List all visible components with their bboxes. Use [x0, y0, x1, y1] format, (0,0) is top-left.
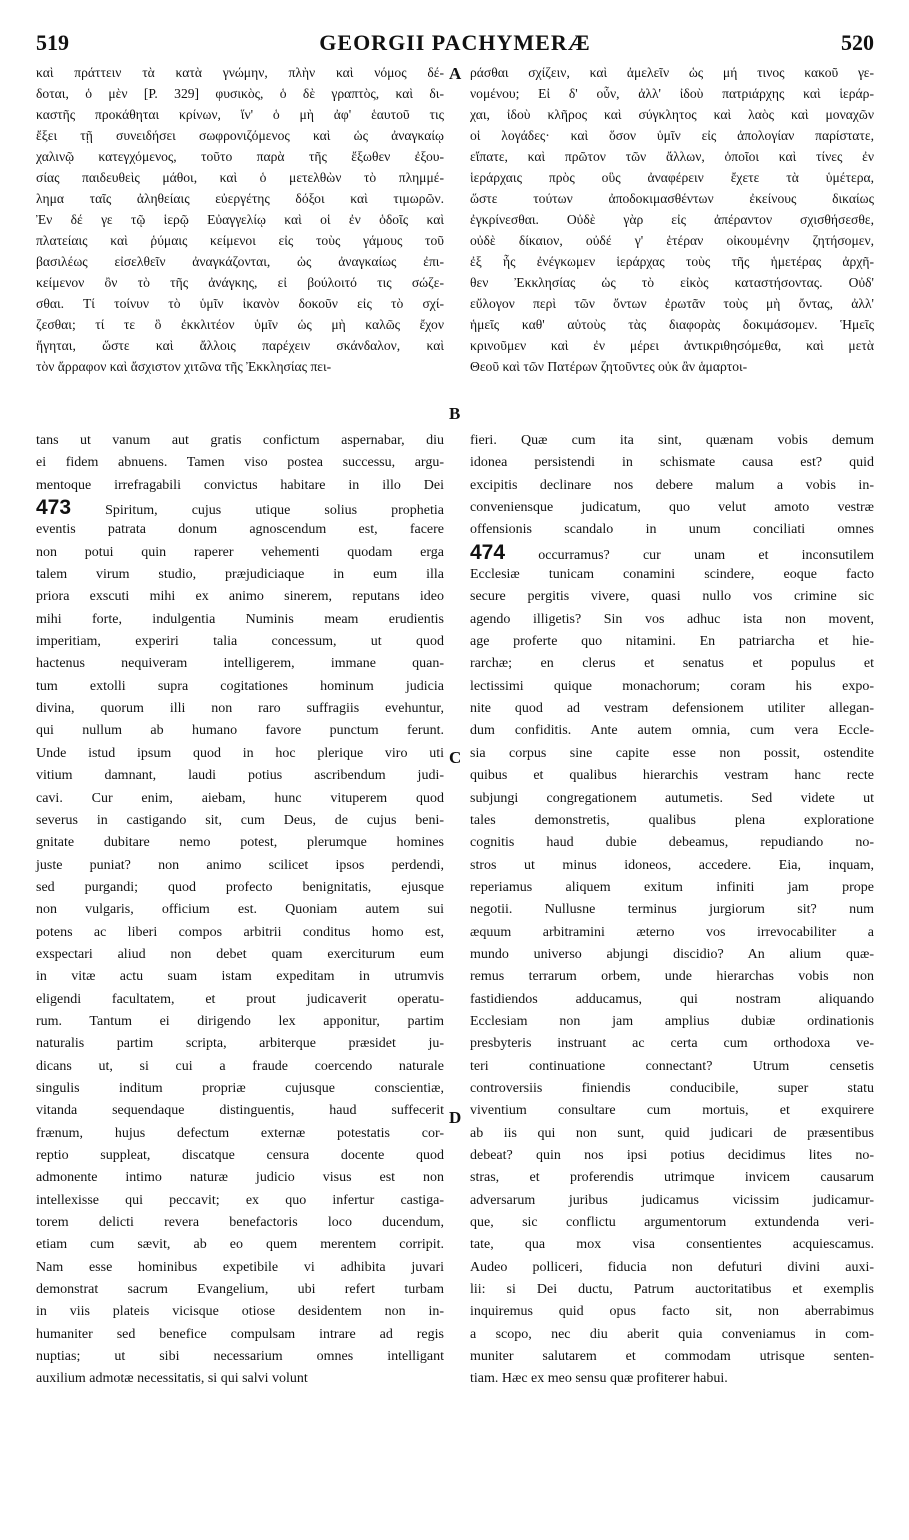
latin-text-line: debeat? quin nos ipsi potius decidimus lites no- — [470, 1148, 874, 1163]
running-title: GEORGII PACHYMERÆ — [319, 30, 591, 55]
latin-text-line: admonente intimo naturæ judicio visus est non — [36, 1170, 444, 1186]
latin-text-line — [470, 542, 874, 564]
latin-text-line: demonstrat sacrum Evangelium, ubi refert turbam — [36, 1282, 444, 1298]
greek-text-left-column — [36, 62, 444, 377]
latin-text-line: muniter salutarem et commodam utrisque senten- — [470, 1349, 874, 1365]
latin-text-line: imperitiam, experiri talia concessum, ut quod — [36, 634, 444, 650]
latin-text-line: Ecclesiam non jam amplius dubiæ ordinationis — [470, 1013, 874, 1029]
greek-text-line: καστῆς προκάθηται κρίνων, ἵν' ὁ μὴ ἀφ' ἑαυτοῦ τις — [36, 107, 444, 122]
latin-text-line: presbyteris instruant ac certa cum orthodoxa ve- — [470, 1036, 874, 1052]
latin-text-line: viventium consultare cum mortuis, et exquirere — [470, 1103, 874, 1119]
latin-text-line: age proferte quo nitamini. En patriarcha et hie- — [470, 634, 874, 650]
latin-text-line: intellexisse qui peccavit; ex quo infertur castiga- — [36, 1192, 444, 1208]
latin-text-line: reperiamus aliquem exitum infiniti jam prope — [470, 879, 874, 895]
latin-text-line: sed purgandi; quod profecto benignitatis, ejusque — [36, 879, 444, 895]
latin-text-left-column — [36, 430, 444, 1391]
latin-text-line: rum. Tantum ei dirigendo lex apponitur, partim — [36, 1013, 444, 1029]
page-number-right: 520 — [841, 30, 874, 55]
latin-text-line: ab iis qui non sunt, quid judicari de præsentibus — [470, 1125, 874, 1141]
latin-text-line: agendo illigetis? Sin vos adhuc ista non movent, — [470, 611, 874, 627]
greek-text-line: εὔλογον περὶ τῶν ὄντων ἐρωτᾶν τοὺς μὴ ὄντας, ἀλλ' — [470, 296, 874, 311]
latin-text-line: eventis patrata donum agnoscendum est, facere — [36, 522, 444, 538]
greek-text-line: ἡμεῖς καθ' αὑτοὺς τὰς διαφορὰς δοκιμάσομεν. Ἡμεῖς — [470, 317, 874, 332]
latin-text-line: teri continuatione connectant? Utrum censetis — [470, 1058, 874, 1074]
latin-text-line: exspectari aliud non debet quam exerciturum eum — [36, 946, 444, 962]
latin-text-line: æquum arbitramini æterno vos irrevocabiliter a — [470, 924, 874, 940]
greek-text-line: δοται, ὁ μὲν [P. 329] φυσικὸς, ὁ δὲ γραπτὸς, καὶ δι- — [36, 86, 444, 101]
margin-letter-a: A — [449, 64, 462, 83]
latin-text-line: a scopo, nec diu aberit quia conveniamus in com- — [470, 1326, 874, 1342]
greek-text-line: θεν Ἐκκλησίας ὡς τὸ εἰκὸς καταστήσοντας. Οὐδ' — [470, 275, 874, 290]
latin-text-line: non potui quin raperer vehementi quodam erga — [36, 544, 444, 560]
latin-text-line: singulis inditum propriæ cujusque conscientiæ, — [36, 1080, 444, 1096]
latin-text-line: qui nullum ab humano favore punctum ferunt. — [36, 723, 444, 739]
latin-text-line: torem delicti revera benefactoris loco ducendum, — [36, 1215, 444, 1231]
latin-text-line: stras, et proferendis utrimque invicem causarum — [470, 1170, 874, 1186]
latin-text-line: tales demonstretis, qualibus plena exploratione — [470, 812, 874, 828]
latin-text-line: priora exscuti mihi ex animo sinerem, reputans ideo — [36, 589, 444, 605]
latin-text-line: tate, qua mox visa consentientes acquiescamus. — [470, 1237, 874, 1253]
margin-letter-d: D — [449, 1108, 462, 1127]
greek-text-right-column — [470, 62, 874, 377]
latin-text-line: vitanda sequendaque distinguentis, haud suffecerit — [36, 1103, 444, 1119]
greek-text-line: Ἐν δέ γε τῷ ἱερῷ Εὐαγγελίῳ καὶ οἱ ἐν ὁδοῖς καὶ — [36, 212, 444, 227]
latin-text-line: in viis plateis vicisque otiose desidentem non in- — [36, 1304, 444, 1320]
latin-text-line: mihi forte, indulgentia Numinis meam erudientis — [36, 611, 444, 627]
latin-text-line: lii: si Dei ductu, Patrum auctoritatibus et exemplis — [470, 1282, 874, 1298]
latin-text-line: rarchæ; en clerus et senatus et populus et — [470, 656, 874, 672]
greek-text-line: ἱεράρχαις πρὸς οὓς ἀναφέρειν ἔχετε τὰ ὑμέτερα, — [470, 170, 874, 185]
latin-text-line: inquiremus quid opus facto sit, non aberrabimus — [470, 1304, 874, 1320]
column-number: 473 — [36, 496, 72, 520]
greek-text-line: χαλινῷ κατεγχόμενος, τοῦτο παρὰ τῆς ἔξωθεν ἐξου- — [36, 149, 444, 164]
greek-text-line: ἔξει τῇ συνειδήσει σωφρονιζόμενος καὶ ὡς ἀναγκαίῳ — [36, 128, 444, 143]
latin-text-line: ei fidem abnuens. Tamen viso postea successu, argu- — [36, 455, 444, 471]
latin-text-line: juste puniat? non animo scilicet ipsos perdendi, — [36, 857, 444, 873]
greek-text-line: χαι, ἰδοὺ κλῆρος καὶ σύγκλητος καὶ λαὸς καὶ μοναχῶν — [470, 107, 874, 122]
latin-text-line: quibus et qualibus hierarchis vestram hanc recte — [470, 768, 874, 784]
latin-text-line-text: occurramus? cur unam et inconsutilem — [538, 547, 874, 563]
latin-text-line: fastidiendos adducamus, qui nostram aliquando — [470, 991, 874, 1007]
latin-text-line: excipitis declinare nos debere malum a vobis in- — [470, 477, 874, 493]
latin-text-line: nuptias; ut sibi necessarium omnes intelligant — [36, 1349, 444, 1365]
latin-text-line: naturalis partim scripta, arbiterque præsidet ju- — [36, 1036, 444, 1052]
greek-text-line: βασιλέως εἰσελθεῖν ἀναγκάζονται, ὡς ἀναγκαίως ἐπι- — [36, 254, 444, 269]
latin-text-line: fieri. Quæ cum ita sint, quænam vobis demum — [470, 433, 874, 448]
latin-text-line: dum confiditis. Ante autem omnia, cum vera Eccle- — [470, 723, 874, 739]
latin-text-line: frænum, hujus defectum externæ potestatis cor- — [36, 1125, 444, 1141]
latin-text-line: sia corpus sine capite esse non possit, ostendite — [470, 745, 874, 761]
latin-text-line: lectissimi quique monachorum; coram his expo- — [470, 678, 874, 694]
latin-text-line: subjungi congregationem autumetis. Sed videte ut — [470, 790, 874, 806]
greek-text-line: εἴπατε, καὶ πρῶτον τῶν ἄλλων, ὁποῖοι καὶ τίνες ἐν — [470, 149, 874, 164]
latin-text-line: hactenus nequiveram intelligerem, immane quan- — [36, 656, 444, 672]
latin-text-line: gnitate dubitare nemo potest, plerumque homines — [36, 835, 444, 851]
latin-text-right-column — [470, 430, 874, 1391]
greek-text-line: κρινοῦμεν καὶ ἐν μέρει ἀντικριθησόμεθα, καὶ μετὰ — [470, 338, 874, 353]
column-number: 474 — [470, 540, 506, 564]
latin-text-line: remus terrarum orbem, unde hierarchas vobis non — [470, 969, 874, 985]
latin-text-line: cavi. Cur enim, aiebam, hunc vituperem quod — [36, 790, 444, 806]
latin-text-line: controversiis finiendis conducibile, super statu — [470, 1080, 874, 1096]
latin-text-line: conveniensque judicatum, quo velut amoto vestræ — [470, 500, 874, 516]
latin-text-line: mentoque irrefragabili convictus habitare in illo Dei — [36, 477, 444, 493]
greek-text-line: ἐγκρίνεσθαι. Οὐδὲ γὰρ εἰς ἀπέραντον σχισθήσεσθε, — [470, 212, 874, 227]
latin-text-line — [36, 497, 444, 519]
latin-text-line-text: Spiritum, cujus utique solius prophetia — [105, 503, 444, 519]
latin-text-line: que, sic conflictu argumentorum extundenda veri- — [470, 1215, 874, 1231]
latin-text-line: potens ac liberi compos arbitrii conditus homo est, — [36, 924, 444, 940]
latin-text-line: tum extolli supra cogitationes hominum judicia — [36, 678, 444, 694]
latin-text-line: non vulgaris, officium est. Quoniam autem sui — [36, 902, 444, 918]
running-header — [36, 30, 874, 60]
latin-text-line: auxilium admotæ necessitatis, si qui salvi volunt — [36, 1371, 308, 1387]
greek-text-line: τὸν ἄρραφον καὶ ἄσχιστον χιτῶνα τῆς Ἐκκλησίας πει- — [36, 359, 332, 374]
latin-text-line: etiam cum sævit, ab eo quem merentem corripit. — [36, 1237, 444, 1253]
margin-letter-b: B — [449, 404, 461, 423]
latin-text-line: eligendi facultatem, et prout judicaverit operatu- — [36, 991, 444, 1007]
latin-text-line: in vitæ actu suam istam expeditam in utrumvis — [36, 969, 444, 985]
latin-text-line: reptio suppleat, discatque censura docente quod — [36, 1148, 444, 1163]
greek-text-line: Θεοῦ καὶ τῶν Πατέρων ζητοῦντες οὐκ ἂν ἁμαρτοι- — [470, 359, 748, 374]
latin-text-line: talem virum studio, præjudiciaque in eum illa — [36, 567, 444, 583]
latin-text-line: Ecclesiæ tunicam conamini scindere, eoque facto — [470, 567, 874, 583]
latin-text-line: idonea persistendi in schismate causa est? quid — [470, 455, 874, 471]
margin-letter-c: C — [449, 748, 462, 767]
latin-text-line: adversarum juribus judicamus vicissim judicamur- — [470, 1192, 874, 1208]
latin-text-line: Nam esse hominibus expetibile vi adhibita juvari — [36, 1259, 444, 1275]
latin-text-line: divina, quorum illi non raro suffragiis evehuntur, — [36, 701, 444, 717]
greek-text-line: κείμενον ὂν τὸ τῆς ἀνάγκης, εἰ βούλοιτό τις σώζε- — [36, 275, 444, 290]
latin-text-line: nite quod ad vestram defensionem utiliter allegan- — [470, 701, 874, 717]
greek-text-line: σίας παιδευθεὶς μάθοι, καὶ ὁ μετελθὼν τὸ πλημμέ- — [36, 170, 444, 185]
latin-text-line: severus in castigando sit, cum Deus, de cujus beni- — [36, 812, 444, 828]
latin-text-line: negotii. Nullusne terminus jurgiorum sit? num — [470, 902, 874, 918]
greek-text-line: σθαι. Τί τοίνυν τὸ ὑμῖν ἱκανὸν δοκοῦν εἰς τὸ σχί- — [36, 296, 444, 311]
greek-text-line: λημα ταῖς ἀληθείαις εὐεργέτης δόξοι καὶ τιμωρῶν. — [36, 191, 444, 206]
greek-text-line: ζεσθαι; τί τε ὃ ἐκκλιτέον ὑμῖν ὡς μὴ καλῶς ἔχον — [36, 317, 444, 332]
greek-text-line: ἥγηται, ὥστε καὶ ἄλλοις παρέχειν σκάνδαλον, καὶ — [36, 338, 444, 353]
latin-text-line: Audeo polliceri, fiducia non defuturi divini auxi- — [470, 1259, 874, 1275]
latin-text-line: mundo universo abjungi discidio? An alium quæ- — [470, 946, 874, 962]
latin-text-line: dicans ut, si cui a fraude coercendo naturale — [36, 1058, 444, 1074]
latin-text-line: Unde istud ipsum quod in hoc plerique viro uti — [36, 745, 444, 761]
greek-text-line: ράσθαι σχίζειν, καὶ ἀμελεῖν ὡς μή τινος κακοῦ γε- — [470, 65, 874, 80]
latin-text-line: humaniter sed benefice compulsam intrare ad regis — [36, 1326, 444, 1342]
greek-text-line: πλατείαις καὶ ῥύμαις κείμενοι εἰς τοὺς γάμους τοῦ — [36, 233, 444, 248]
latin-text-line: secure pergitis vivere, quasi nullo vos crimine sic — [470, 589, 874, 605]
latin-text-line: vitium damnant, laudi potius ascribendum judi- — [36, 768, 444, 784]
latin-text-line: stros ut minus idoneos, accedere. Eia, inquam, — [470, 857, 874, 873]
greek-text-line: νομένου; Εἰ δ' οὖν, ἀλλ' ἰδοὺ πατριάρχης καὶ ἱεράρ- — [470, 86, 874, 101]
latin-text-line: tans ut vanum aut gratis confictum aspernabar, diu — [36, 433, 444, 448]
latin-text-line: offensionis scandalo in unum conciliati omnes — [470, 522, 874, 538]
greek-text-line: καὶ πράττειν τὰ κατὰ γνώμην, πλὴν καὶ νόμος δέ- — [36, 65, 444, 80]
greek-text-line: ὥστε τούτων ἀποδοκιμασθέντων ἐκείνους δικαίως — [470, 191, 874, 206]
greek-text-line: οἱ λογάδες· καὶ ὅσον ὑμῖν εἰς ἀπολογίαν παρίστατε, — [470, 128, 874, 143]
greek-text-line: οὐδὲ δίκαιον, οὐδέ γ' ἑτέραν οἰκουμένην ζητήσομεν, — [470, 233, 874, 248]
latin-text-line: cognitis haud dubie debeamus, repudiando no- — [470, 835, 874, 851]
greek-text-line: ἐξ ἧς ἐνέγκωμεν ἱεράρχας τοὺς τῆς ἡμετέρας ἀρχῆ- — [470, 254, 874, 269]
latin-text-line: tiam. Hæc ex meo sensu quæ profiterer habui. — [470, 1371, 728, 1387]
page-number-left: 519 — [36, 30, 69, 55]
